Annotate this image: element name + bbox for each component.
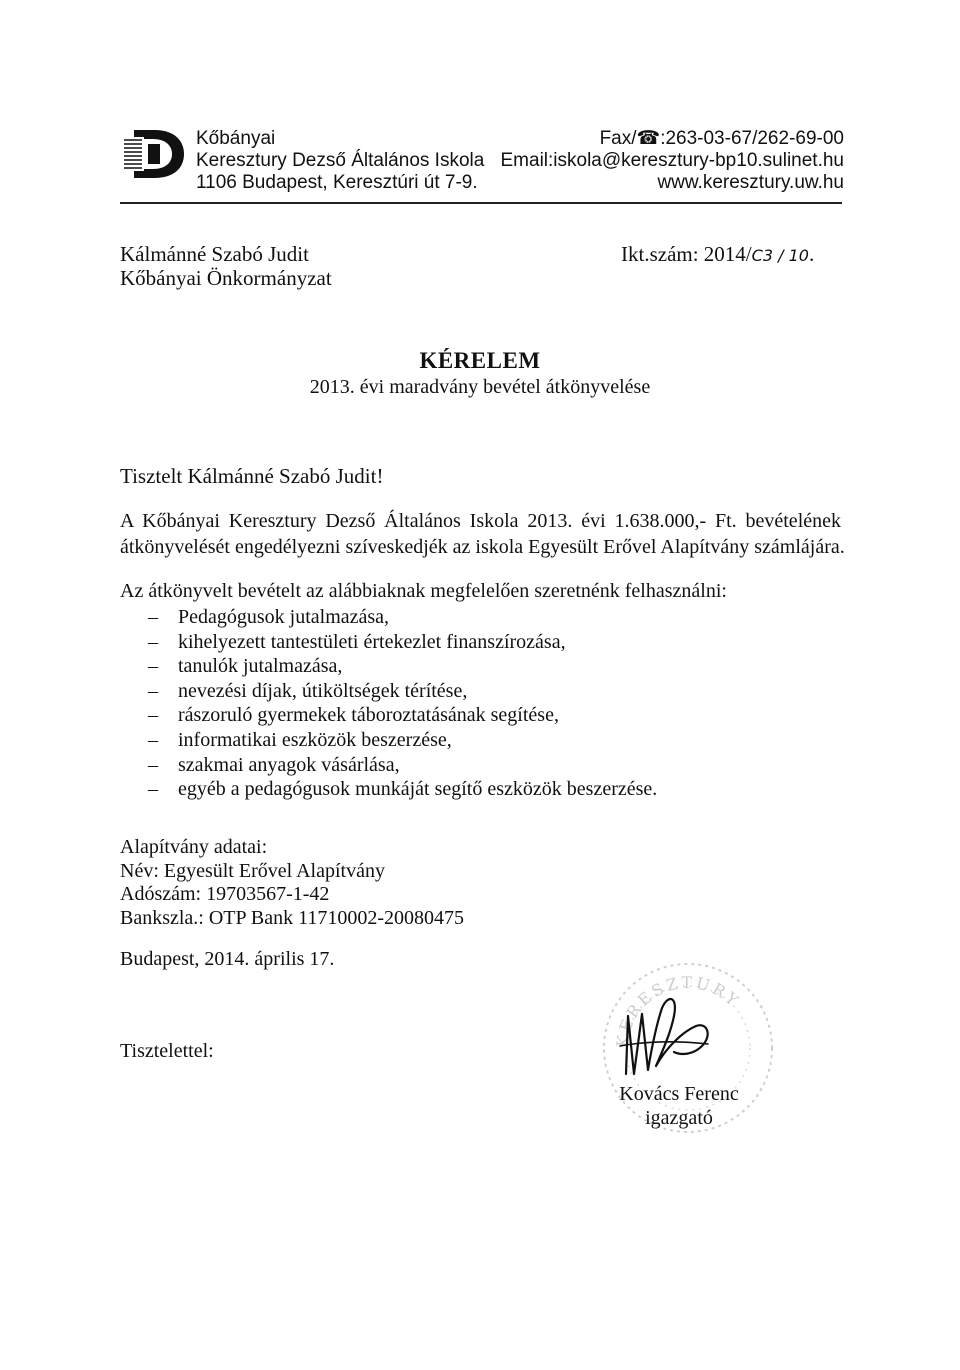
reference-suffix: . bbox=[808, 242, 815, 266]
phone-icon: ☎ bbox=[636, 128, 661, 149]
signer-name: Kovács Ferenc bbox=[619, 1083, 739, 1105]
request-line-1: A Kőbányai Keresztury Dezső Általános Iskola 2013. évi 1.638.000,- Ft. bevételének bbox=[120, 510, 841, 532]
stamp-text: KERESZTURY bbox=[612, 972, 745, 1049]
list-item: – kihelyezett tantestületi értekezlet finanszírozása, bbox=[148, 630, 657, 655]
foundation-name: Név: Egyesült Erővel Alapítvány bbox=[120, 859, 385, 882]
list-item: – rászoruló gyermekek táboroztatásának segítése, bbox=[148, 703, 657, 728]
list-item: – szakmai anyagok vásárlása, bbox=[148, 753, 657, 778]
usage-intro: Az átkönyvelt bevételt az alábbiaknak megfelelően szeretnénk felhasználni: bbox=[120, 580, 727, 602]
list-item: – informatikai eszközök beszerzése, bbox=[148, 728, 657, 753]
list-item: – Pedagógusok jutalmazása, bbox=[148, 605, 657, 630]
request-line-2: átkönyvelését engedélyezni szíveskedjék az iskola Egyesült Erővel Alapítvány számlájára. bbox=[120, 536, 845, 558]
list-item: – tanulók jutalmazása, bbox=[148, 654, 657, 679]
school-line-address: 1106 Budapest, Keresztúri út 7-9. bbox=[196, 172, 478, 193]
reference-handwritten: C3 / 10 bbox=[751, 246, 809, 265]
foundation-bank-account: Bankszla.: OTP Bank 11710002-20080475 bbox=[120, 906, 465, 929]
usage-list bbox=[148, 605, 657, 802]
letter-date: Budapest, 2014. április 17. bbox=[120, 948, 335, 970]
header-divider bbox=[120, 202, 842, 204]
reference-number bbox=[621, 242, 814, 268]
closing: Tisztelettel: bbox=[120, 1040, 214, 1062]
document-title: KÉRELEM bbox=[419, 348, 541, 373]
fax-line bbox=[501, 128, 845, 150]
handwritten-signature-icon bbox=[612, 986, 722, 1084]
recipient-block bbox=[120, 242, 332, 290]
request-paragraph bbox=[120, 508, 845, 560]
email-line: Email:iskola@keresztury-bp10.sulinet.hu bbox=[500, 150, 844, 171]
contact-block bbox=[501, 128, 845, 194]
list-item: – nevezési díjak, útiköltségek térítése, bbox=[148, 679, 657, 704]
school-line-district: Kőbányai bbox=[196, 128, 276, 149]
list-item: – egyéb a pedagógusok munkáját segítő eszközök beszerzése. bbox=[148, 777, 657, 802]
recipient-org: Kőbányai Önkormányzat bbox=[120, 266, 332, 290]
school-letter-d-logo-icon bbox=[120, 128, 186, 180]
school-line-name: Keresztury Dezső Általános Iskola bbox=[196, 150, 485, 171]
foundation-tax-number: Adószám: 19703567-1-42 bbox=[120, 883, 330, 905]
reference-label: Ikt.szám: 2014/ bbox=[621, 242, 752, 266]
recipient-name: Kálmánné Szabó Judit bbox=[120, 242, 309, 266]
document-subject: 2013. évi maradvány bevétel átkönyvelése bbox=[309, 376, 651, 398]
foundation-heading: Alapítvány adatai: bbox=[120, 836, 268, 858]
fax-label: Fax/ bbox=[599, 128, 637, 149]
fax-numbers: :263-03-67/262-69-00 bbox=[660, 128, 844, 149]
website-line: www.keresztury.uw.hu bbox=[657, 172, 844, 193]
signer-title: igazgató bbox=[645, 1107, 713, 1129]
foundation-details bbox=[120, 836, 464, 930]
salutation: Tisztelt Kálmánné Szabó Judit! bbox=[120, 464, 384, 488]
school-address-block bbox=[196, 128, 484, 194]
signer-block bbox=[614, 1082, 744, 1130]
